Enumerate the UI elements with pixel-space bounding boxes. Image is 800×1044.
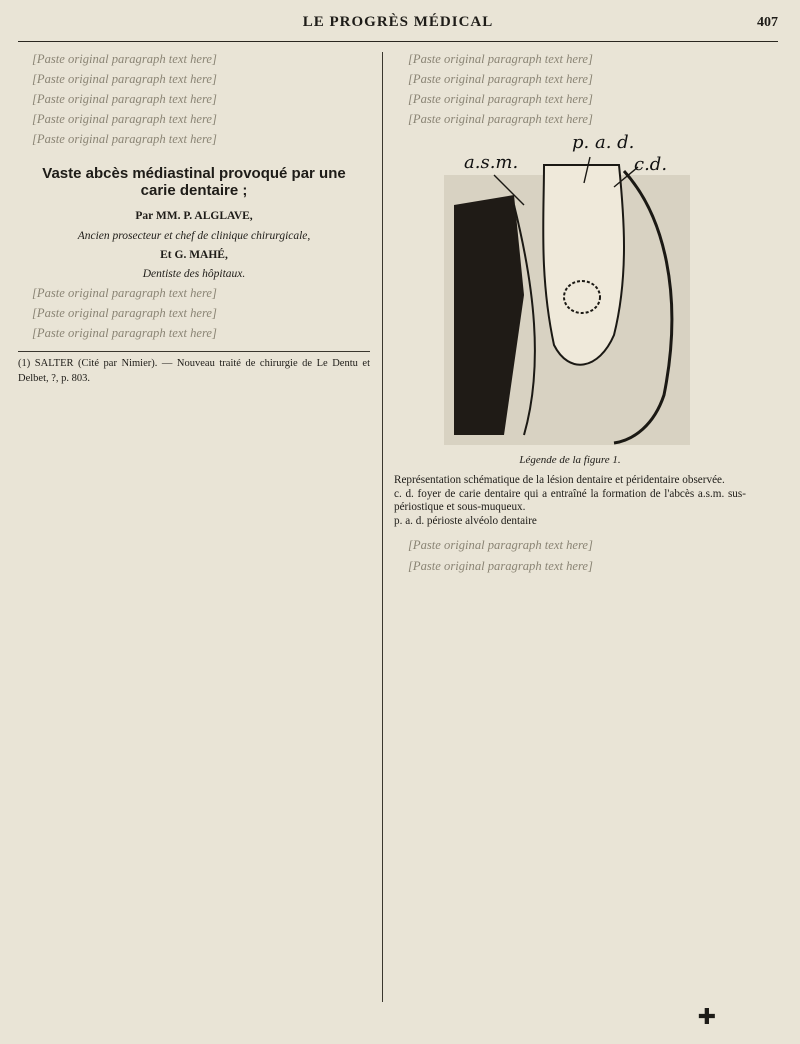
figure-caption: Légende de la figure 1. [519,454,621,467]
left-column [18,52,370,1042]
paragraph: [Paste original paragraph text here] [32,52,217,66]
paragraph: [Paste original paragraph text here] [32,285,217,300]
article-title: Vaste abcès médiastinal provoqué par une carie dentaire ; [42,165,346,200]
paragraph: [Paste original paragraph text here] [32,326,217,341]
figure-label-asm: a.s.m. [464,152,519,174]
author-affiliation: Ancien prosecteur et chef de clinique chirurgicale, [77,229,311,242]
paragraph: [Paste original paragraph text here] [408,72,593,87]
figure-label-pad: p. a. d. [572,132,635,154]
page-ornament: ✚ [697,1004,716,1029]
paragraph: [Paste original paragraph text here] [408,92,593,107]
paragraph: [Paste original paragraph text here] [32,112,217,127]
figure-legend-line: p. a. d. périoste alvéolo dentaire [394,515,537,528]
figure-legend-line: c. d. foyer de carie dentaire qui a entraîné la formation de l'abcès a.s.m. sus-périostique et sous-muqueux. [394,488,746,514]
paragraph: [Paste original paragraph text here] [32,72,217,87]
paragraph: [Paste original paragraph text here] [408,558,593,573]
paragraph: [Paste original paragraph text here] [408,112,593,127]
journal-title: LE PROGRÈS MÉDICAL [302,14,494,30]
figure-label-cd: c.d. [634,154,668,176]
two-column-body [18,52,778,1042]
paragraph: [Paste original paragraph text here] [408,52,593,66]
author-byline-2: Et G. MAHÉ, [160,248,228,261]
tooth-lesion-illustration [394,132,746,453]
column-rule [382,52,383,1002]
figure-legend-line: Représentation schématique de la lésion dentaire et péridentaire observée. [394,474,725,487]
page-number: 407 [757,15,778,30]
paragraph: [Paste original paragraph text here] [408,538,593,553]
paragraph: [Paste original paragraph text here] [32,92,217,107]
right-column [394,52,746,1042]
footnote: (1) SALTER (Cité par Nimier). — Nouveau traité de chirurgie de Le Dentu et Delbet, ?, p. 803. [18,351,370,386]
dental-figure [394,132,746,453]
running-header [18,14,778,42]
paragraph: [Paste original paragraph text here] [32,132,217,147]
author-byline: Par MM. P. ALGLAVE, [135,210,253,223]
author-affiliation-2: Dentiste des hôpitaux. [142,267,246,280]
paragraph: [Paste original paragraph text here] [32,305,217,320]
